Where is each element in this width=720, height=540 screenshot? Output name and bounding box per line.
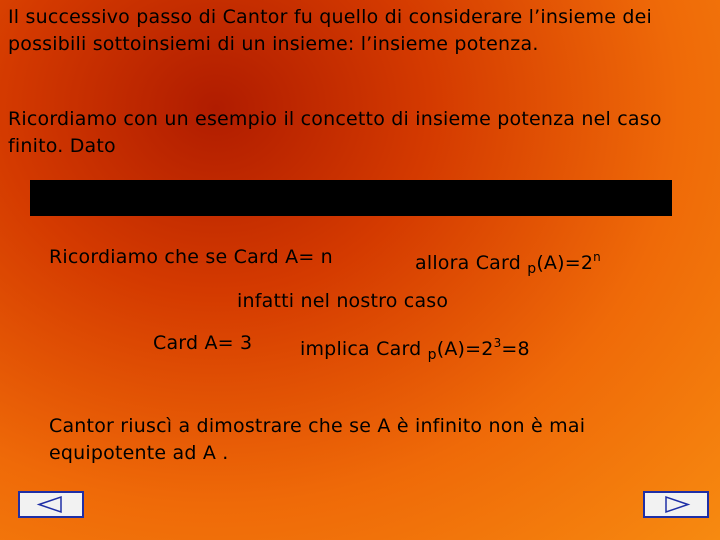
triangle-left-icon <box>20 493 82 516</box>
example-suffix: =8 <box>501 338 530 360</box>
formula-mid: (A)=2 <box>536 252 594 274</box>
conclusion-paragraph: Cantor riuscì a dimostrare che se A è infinito non è mai equipotente ad A . <box>49 415 586 464</box>
example-prefix: implica Card <box>300 338 428 360</box>
formula-prefix: allora Card <box>415 252 528 274</box>
black-bar <box>30 180 672 216</box>
card-power-set-formula <box>415 244 601 283</box>
card-power-set-example <box>300 330 530 369</box>
card-a-3-text: Card A= 3 <box>153 332 253 354</box>
previous-slide-button[interactable] <box>18 491 84 518</box>
formula-exponent: n <box>593 250 601 264</box>
next-slide-button[interactable] <box>643 491 709 518</box>
example-power-symbol: p <box>427 347 437 363</box>
card-a-n-text: Ricordiamo che se Card A= n <box>49 246 333 268</box>
example-paragraph: Ricordiamo con un esempio il concetto di insieme potenza nel caso finito. Dato <box>8 108 662 157</box>
infatti-text: infatti nel nostro caso <box>237 290 449 312</box>
power-symbol: p <box>527 261 537 277</box>
example-mid: (A)=2 <box>436 338 494 360</box>
example-exponent: 3 <box>493 336 502 350</box>
triangle-right-icon <box>645 493 707 516</box>
intro-paragraph: Il successivo passo di Cantor fu quello di considerare l’insieme dei possibili sottoinsiemi di un insieme: l’insieme potenza. <box>8 6 653 55</box>
